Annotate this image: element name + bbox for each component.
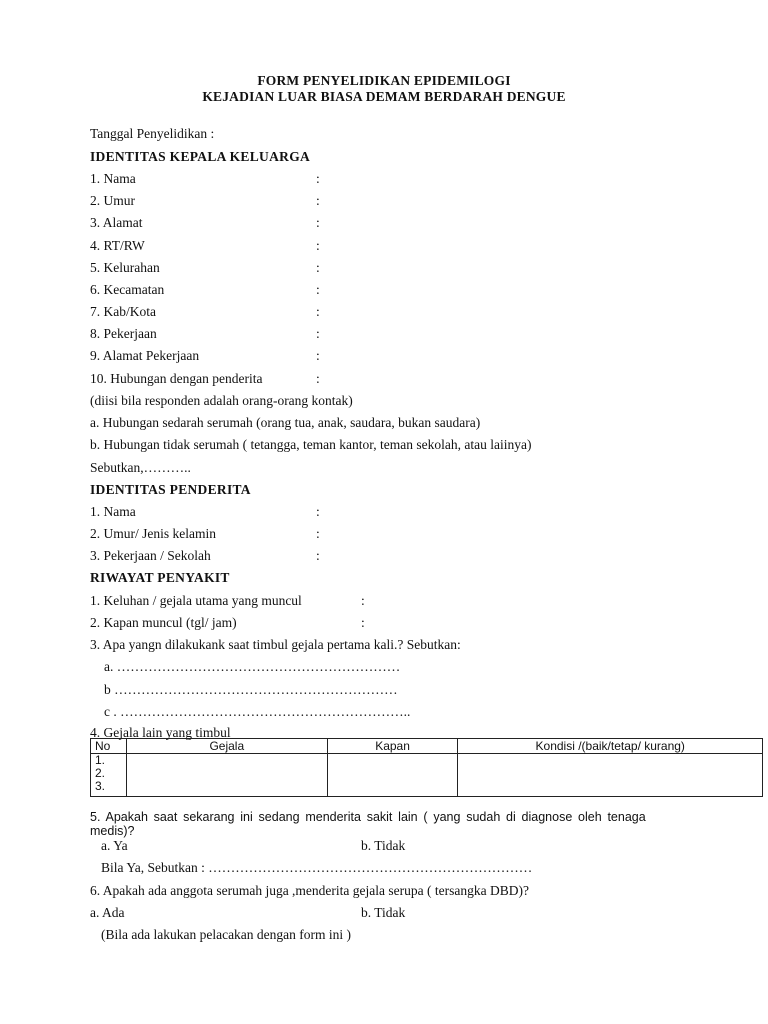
riwayat-q6-label: 6. Apakah ada anggota serumah juga ,menderita gejala serupa ( tersangka DBD)?	[90, 883, 529, 898]
riwayat-q3-answer-b: b ………………………………………………………	[104, 682, 398, 697]
field-label-pekerjaan: 8. Pekerjaan	[90, 326, 157, 341]
form-title-line1: FORM PENYELIDIKAN EPIDEMILOGI	[257, 73, 511, 88]
gejala-table-kapan-cell[interactable]	[327, 754, 458, 797]
field-colon: :	[316, 171, 320, 186]
gejala-table-kondisi-cell[interactable]	[458, 754, 763, 797]
gejala-row-number: 1.	[95, 753, 106, 767]
riwayat-q5-sebutkan: Bila Ya, Sebutkan : ………………………………………………………………	[101, 860, 533, 875]
gejala-row-number: 2.	[95, 766, 106, 780]
field-colon: :	[316, 304, 320, 319]
field-label-hubungan: 10. Hubungan dengan penderita	[90, 371, 263, 386]
gejala-table-header-no: No	[91, 739, 127, 754]
hubungan-option-a: a. Hubungan sedarah serumah (orang tua, anak, saudara, bukan saudara)	[90, 415, 481, 430]
field-label-kecamatan: 6. Kecamatan	[90, 282, 165, 297]
penderita-label-pekerjaan-sekolah: 3. Pekerjaan / Sekolah	[90, 548, 211, 563]
tanggal-penyelidikan-label: Tanggal Penyelidikan :	[90, 126, 215, 141]
sebutkan-line: Sebutkan,………..	[90, 460, 191, 475]
hubungan-option-b: b. Hubungan tidak serumah ( tetangga, teman kantor, teman sekolah, atau laiinya)	[90, 437, 532, 452]
field-label-kab-kota: 7. Kab/Kota	[90, 304, 156, 319]
field-colon: :	[316, 238, 320, 253]
field-colon: :	[316, 282, 320, 297]
riwayat-q6-option-ada[interactable]: a. Ada	[90, 905, 125, 920]
gejala-table-header-row	[91, 739, 763, 754]
gejala-row-number: 3.	[95, 779, 106, 793]
riwayat-q3-answer-a: a. ………………………………………………………	[104, 659, 401, 674]
field-colon: :	[316, 371, 320, 386]
riwayat-q5-line1: 5. Apakah saat sekarang ini sedang menderita sakit lain ( yang sudah di diagnose oleh tenaga	[90, 810, 646, 824]
gejala-table-gejala-cell[interactable]	[126, 754, 327, 797]
riwayat-q2-label: 2. Kapan muncul (tgl/ jam)	[90, 615, 237, 630]
riwayat-q5-option-tidak[interactable]: b. Tidak	[361, 838, 406, 853]
riwayat-q3-label: 3. Apa yangn dilakukank saat timbul gejala pertama kali.? Sebutkan:	[90, 637, 461, 652]
gejala-table-body-row	[91, 754, 763, 797]
field-colon: :	[361, 615, 365, 630]
field-colon: :	[316, 215, 320, 230]
field-colon: :	[316, 260, 320, 275]
field-label-umur: 2. Umur	[90, 193, 135, 208]
field-colon: :	[316, 504, 320, 519]
gejala-table-header-gejala: Gejala	[126, 739, 327, 754]
section-heading-kepala-keluarga: IDENTITAS KEPALA KELUARGA	[90, 149, 311, 164]
riwayat-q6-option-tidak[interactable]: b. Tidak	[361, 905, 406, 920]
field-colon: :	[316, 326, 320, 341]
field-colon: :	[316, 548, 320, 563]
kontak-note: (diisi bila responden adalah orang-orang kontak)	[90, 393, 353, 408]
riwayat-q3-answer-c: c . ………………………………………………………..	[104, 704, 411, 719]
field-label-rt-rw: 4. RT/RW	[90, 238, 145, 253]
field-colon: :	[361, 593, 365, 608]
field-colon: :	[316, 348, 320, 363]
field-label-kelurahan: 5. Kelurahan	[90, 260, 160, 275]
field-colon: :	[316, 193, 320, 208]
gejala-table-no-cell	[91, 754, 127, 797]
gejala-table-header-kapan: Kapan	[327, 739, 458, 754]
form-title-line2: KEJADIAN LUAR BIASA DEMAM BERDARAH DENGUE	[202, 89, 566, 104]
gejala-table-header-kondisi: Kondisi /(baik/tetap/ kurang)	[458, 739, 763, 754]
riwayat-q4-label: 4. Gejala lain yang timbul	[90, 725, 231, 740]
riwayat-q1-label: 1. Keluhan / gejala utama yang muncul	[90, 593, 302, 608]
section-heading-riwayat-penyakit: RIWAYAT PENYAKIT	[90, 570, 230, 585]
penderita-label-umur-jenis-kelamin: 2. Umur/ Jenis kelamin	[90, 526, 216, 541]
riwayat-q6-note: (Bila ada lakukan pelacakan dengan form ini )	[101, 927, 352, 942]
section-heading-penderita: IDENTITAS PENDERITA	[90, 482, 251, 497]
field-label-alamat-pekerjaan: 9. Alamat Pekerjaan	[90, 348, 200, 363]
penderita-label-nama: 1. Nama	[90, 504, 136, 519]
gejala-table	[90, 738, 763, 797]
field-colon: :	[316, 526, 320, 541]
field-label-alamat: 3. Alamat	[90, 215, 143, 230]
field-label-nama: 1. Nama	[90, 171, 136, 186]
riwayat-q5-option-ya[interactable]: a. Ya	[101, 838, 128, 853]
riwayat-q5-line2: medis)?	[90, 824, 135, 838]
